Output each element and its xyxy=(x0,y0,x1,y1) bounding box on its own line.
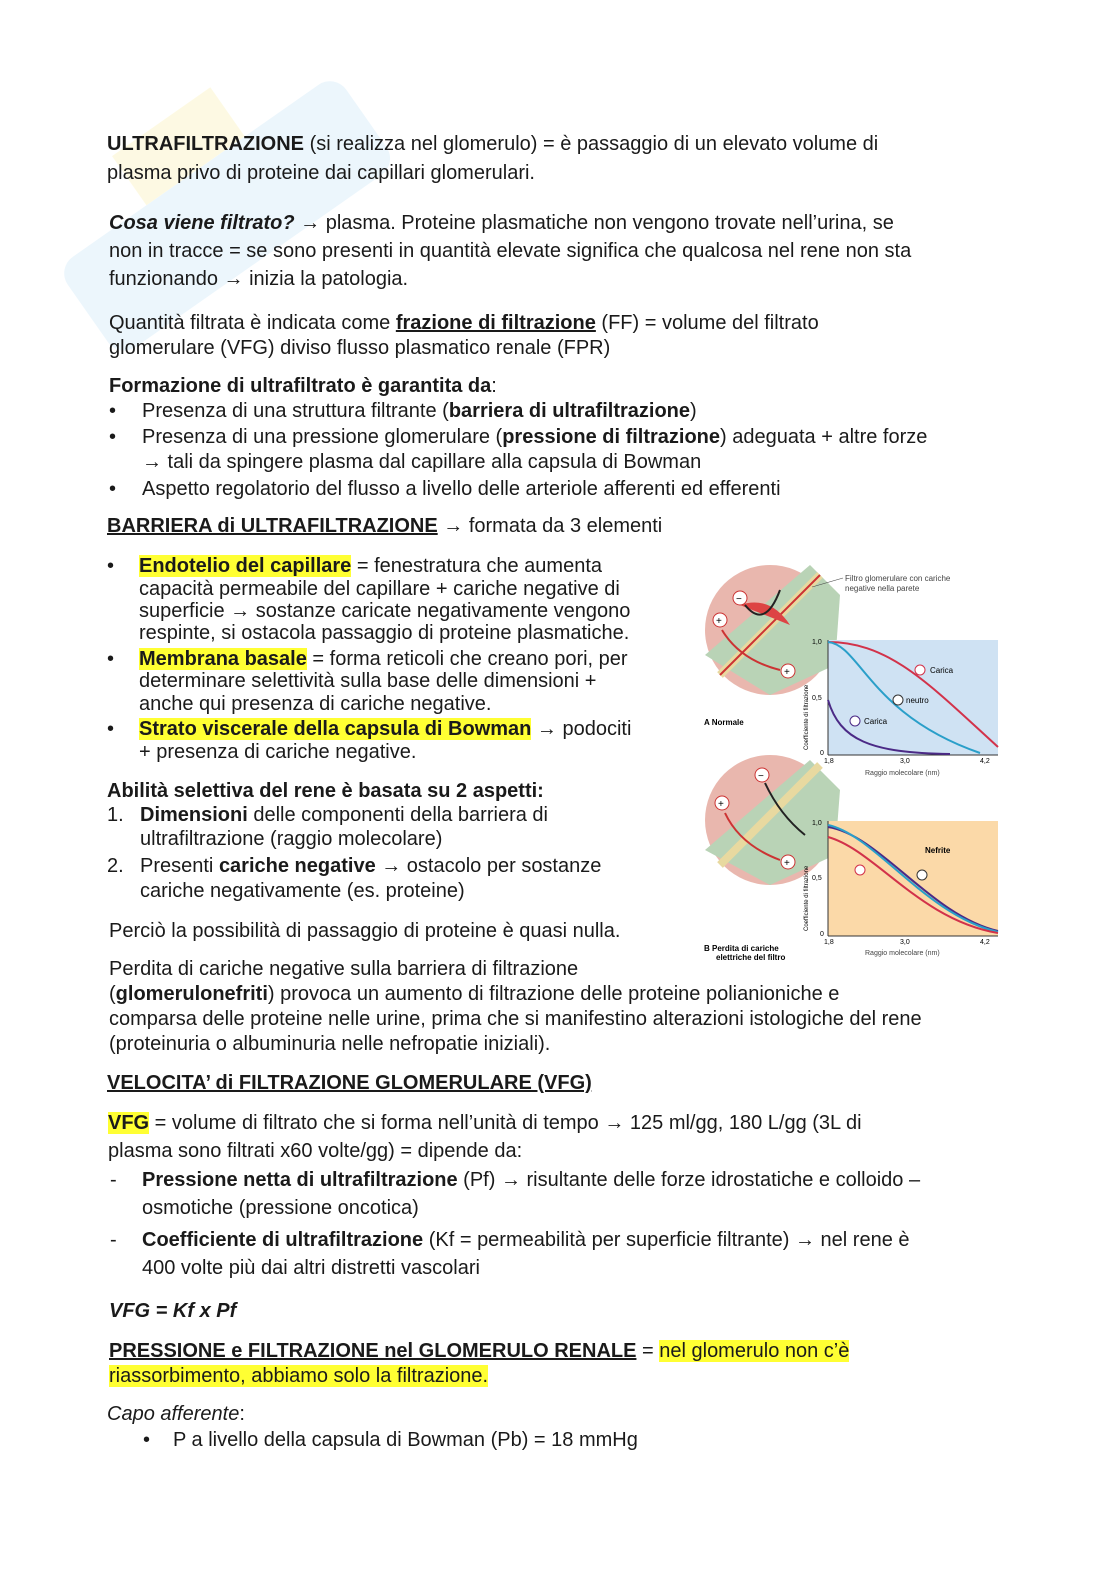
text-line xyxy=(107,132,878,156)
text-line xyxy=(107,554,114,578)
xtick: 3,0 xyxy=(900,939,910,946)
text-segment: → ostacolo per sostanze xyxy=(375,855,602,877)
text-segment: nel glomerulo non c’è xyxy=(659,1340,850,1362)
text-line xyxy=(109,957,578,981)
text-segment: → podociti xyxy=(531,718,632,740)
xtick: 4,2 xyxy=(980,939,990,946)
text-line xyxy=(109,982,839,1006)
text-line xyxy=(109,477,116,501)
text-segment: : xyxy=(239,1403,245,1425)
xtick: 1,8 xyxy=(824,758,834,765)
text-line xyxy=(142,399,697,423)
text-segment: ULTRAFILTRAZIONE xyxy=(107,133,305,155)
text-line xyxy=(140,803,548,827)
chart-nephritis xyxy=(804,820,998,957)
xtick: 4,2 xyxy=(980,758,990,765)
text-segment: • xyxy=(109,426,117,448)
text-segment: (Kf = permeabilità per superficie filtrante) → nel rene è xyxy=(423,1229,910,1251)
text-line xyxy=(109,1007,922,1031)
filtration-figure xyxy=(700,565,1010,970)
text-segment: Coefficiente di ultrafiltrazione xyxy=(142,1229,424,1251)
text-line xyxy=(142,1196,419,1220)
text-segment: 2. xyxy=(107,855,124,877)
x-axis-label: Raggio molecolare (nm) xyxy=(865,950,940,957)
text-segment: 1. xyxy=(107,804,124,826)
text-line xyxy=(142,477,781,501)
text-segment: funzionando → inizia la patologia. xyxy=(109,268,409,290)
text-segment: Endotelio del capillare xyxy=(139,555,352,577)
text-segment: glomerulare (VFG) diviso flusso plasmatico renale (FPR) xyxy=(109,337,611,359)
text-segment: determinare selettività sulla base delle dimensioni + xyxy=(139,670,597,692)
text-segment: PRESSIONE e FILTRAZIONE nel GLOMERULO RENALE xyxy=(109,1340,637,1362)
text-line xyxy=(109,336,610,360)
text-line xyxy=(139,621,629,645)
text-segment: 400 volte più dai altri distretti vascolari xyxy=(142,1257,480,1279)
text-segment: • xyxy=(143,1429,151,1451)
text-segment: non in tracce = se sono presenti in quantità elevate significa che qualcosa nel rene non sta xyxy=(109,240,912,262)
text-line xyxy=(107,514,662,538)
text-line xyxy=(107,779,544,803)
text-segment: glomerulonefriti xyxy=(115,983,268,1005)
text-segment: capacità permeabile del capillare + cariche negative di xyxy=(139,578,620,600)
svg-text:+: + xyxy=(718,799,724,810)
text-segment: Abilità selettiva del rene è basata su 2 aspetti: xyxy=(107,780,544,802)
text-line xyxy=(143,1428,150,1452)
figure-callout: Filtro glomerulare con cariche xyxy=(845,574,951,583)
text-segment: Perciò la possibilità di passaggio di proteine è quasi nulla. xyxy=(109,920,621,942)
text-line xyxy=(109,399,116,423)
ytick: 0,5 xyxy=(812,875,822,882)
text-line xyxy=(107,854,124,878)
text-segment: Presenza di una struttura filtrante ( xyxy=(142,400,449,422)
text-segment: = volume di filtrato che si forma nell’unità di tempo → 125 ml/gg, 180 L/gg (3L di xyxy=(149,1112,862,1134)
text-segment: Quantità filtrata è indicata come xyxy=(109,312,396,334)
text-line xyxy=(108,1111,862,1135)
xtick: 3,0 xyxy=(900,758,910,765)
text-line xyxy=(109,239,911,263)
text-line xyxy=(110,1228,117,1252)
text-segment: respinte, si ostacola passaggio di proteine plasmatiche. xyxy=(139,622,630,644)
text-segment: delle componenti della barriera di xyxy=(247,804,548,826)
text-segment: - xyxy=(110,1229,117,1251)
ytick: 1,0 xyxy=(812,639,822,646)
text-segment: Strato viscerale della capsula di Bowman xyxy=(139,718,532,740)
text-line xyxy=(107,717,114,741)
text-line xyxy=(139,740,416,764)
text-line xyxy=(109,1032,550,1056)
text-line xyxy=(109,1364,488,1388)
text-line xyxy=(139,577,620,601)
svg-text:−: − xyxy=(736,594,742,605)
text-segment: VFG = Kf x Pf xyxy=(109,1300,237,1322)
curve-label: neutro xyxy=(906,696,929,705)
text-line xyxy=(109,267,408,291)
text-segment: Presenza di una pressione glomerulare ( xyxy=(142,426,503,448)
text-line xyxy=(173,1428,638,1452)
x-axis-label: Raggio molecolare (nm) xyxy=(865,770,940,777)
text-segment: cariche negative xyxy=(218,855,376,877)
text-segment: cariche negativamente (es. proteine) xyxy=(140,880,465,902)
text-segment: (Pf) → risultante delle forze idrostatiche e colloido – xyxy=(457,1169,921,1191)
text-segment: (FF) = volume del filtrato xyxy=(595,312,819,334)
text-line xyxy=(140,879,465,903)
text-line xyxy=(139,554,602,578)
text-line xyxy=(109,919,620,943)
text-line xyxy=(110,1168,117,1192)
text-line xyxy=(139,692,491,716)
text-segment: - xyxy=(110,1169,117,1191)
svg-text:+: + xyxy=(716,616,722,627)
text-segment: ) xyxy=(690,400,697,422)
text-segment: • xyxy=(107,718,115,740)
svg-text:+: + xyxy=(784,667,790,678)
text-line xyxy=(108,1139,522,1163)
text-segment: Formazione di ultrafiltrato è garantita da xyxy=(109,375,492,397)
text-line xyxy=(140,827,442,851)
y-axis-label: Coefficiente di filtrazione xyxy=(804,865,810,931)
text-line xyxy=(109,425,116,449)
text-segment: (si realizza nel glomerulo) = è passaggio di un elevato volume di xyxy=(304,133,879,155)
text-segment: → plasma. Proteine plasmatiche non vengono trovate nell’urina, se xyxy=(294,212,894,234)
ytick: 0 xyxy=(820,931,824,938)
text-segment: plasma privo di proteine dai capillari glomerulari. xyxy=(107,162,535,184)
curve-label: Carica xyxy=(930,666,954,675)
text-line xyxy=(107,803,124,827)
text-segment: • xyxy=(109,478,117,500)
panel-b-label: elettriche del filtro xyxy=(716,953,786,962)
text-line xyxy=(107,161,535,185)
text-segment: → formata da 3 elementi xyxy=(437,515,663,537)
chart-normal xyxy=(804,639,998,777)
text-segment: Pressione netta di ultrafiltrazione xyxy=(142,1169,458,1191)
text-segment: superficie → sostanze caricate negativamente vengono xyxy=(139,600,631,622)
text-line xyxy=(109,311,819,335)
ytick: 0 xyxy=(820,750,824,757)
panel-b-label: B Perdita di cariche xyxy=(704,944,779,953)
text-line xyxy=(139,669,596,693)
text-segment: Cosa viene filtrato? xyxy=(109,212,295,234)
text-segment: (proteinuria o albuminuria nelle nefropatie iniziali). xyxy=(109,1033,551,1055)
text-line xyxy=(109,211,894,235)
text-segment: ) provoca un aumento di filtrazione delle proteine polianioniche e xyxy=(267,983,840,1005)
text-segment: frazione di filtrazione xyxy=(395,312,596,334)
ytick: 0,5 xyxy=(812,695,822,702)
text-line xyxy=(142,450,701,474)
xtick: 1,8 xyxy=(824,939,834,946)
text-line xyxy=(139,647,628,671)
text-segment: ( xyxy=(109,983,116,1005)
text-line xyxy=(140,854,601,878)
svg-text:−: − xyxy=(758,771,764,782)
text-line xyxy=(107,1402,245,1426)
panel-a-label: A Normale xyxy=(704,718,744,727)
text-segment: → tali da spingere plasma dal capillare alla capsula di Bowman xyxy=(142,451,702,473)
text-line xyxy=(109,1299,236,1323)
ytick: 1,0 xyxy=(812,820,822,827)
text-segment: anche qui presenza di cariche negative. xyxy=(139,693,492,715)
text-segment: Perdita di cariche negative sulla barriera di filtrazione xyxy=(109,958,579,980)
text-segment: Dimensioni xyxy=(140,804,248,826)
text-line xyxy=(142,1228,910,1252)
text-segment: • xyxy=(107,648,115,670)
text-segment: = forma reticoli che creano pori, per xyxy=(306,648,628,670)
text-line xyxy=(139,717,631,741)
text-segment: plasma sono filtrati x60 volte/gg) = dipende da: xyxy=(108,1140,523,1162)
text-segment: • xyxy=(107,555,115,577)
text-line xyxy=(109,1339,849,1363)
text-segment: : xyxy=(491,375,497,397)
chart-title: Nefrite xyxy=(925,846,951,855)
text-line xyxy=(139,599,630,623)
svg-text:+: + xyxy=(784,858,790,869)
text-segment: VFG xyxy=(108,1112,150,1134)
text-line xyxy=(107,647,114,671)
figure-callout: negative nella parete xyxy=(845,584,920,593)
text-segment: Capo afferente xyxy=(107,1403,240,1425)
text-segment: Membrana basale xyxy=(139,648,307,670)
text-segment: osmotiche (pressione oncotica) xyxy=(142,1197,419,1219)
text-line xyxy=(142,1256,480,1280)
text-line xyxy=(107,1071,592,1095)
text-segment: + presenza di cariche negative. xyxy=(139,741,417,763)
text-segment: comparsa delle proteine nelle urine, prima che si manifestino alterazioni istologiche del rene xyxy=(109,1008,922,1030)
text-segment: ultrafiltrazione (raggio molecolare) xyxy=(140,828,443,850)
text-segment: pressione di filtrazione xyxy=(502,426,721,448)
curve-label: Carica xyxy=(864,717,888,726)
text-line xyxy=(142,425,927,449)
y-axis-label: Coefficiente di filtrazione xyxy=(804,684,810,750)
text-segment: P a livello della capsula di Bowman (Pb) = 18 mmHg xyxy=(173,1429,638,1451)
text-segment: riassorbimento, abbiamo solo la filtrazione. xyxy=(109,1365,489,1387)
text-segment: barriera di ultrafiltrazione xyxy=(448,400,690,422)
text-line xyxy=(142,1168,920,1192)
text-line xyxy=(109,374,497,398)
text-segment: • xyxy=(109,400,117,422)
text-segment: Aspetto regolatorio del flusso a livello delle arteriole afferenti ed efferenti xyxy=(142,478,781,500)
text-segment: ) adeguata + altre forze xyxy=(720,426,928,448)
text-segment: BARRIERA di ULTRAFILTRAZIONE xyxy=(107,515,438,537)
text-segment: VELOCITA’ di FILTRAZIONE GLOMERULARE (VFG) xyxy=(107,1072,592,1094)
text-segment: = xyxy=(636,1340,660,1362)
text-segment: Presenti xyxy=(140,855,219,877)
text-segment: = fenestratura che aumenta xyxy=(351,555,602,577)
